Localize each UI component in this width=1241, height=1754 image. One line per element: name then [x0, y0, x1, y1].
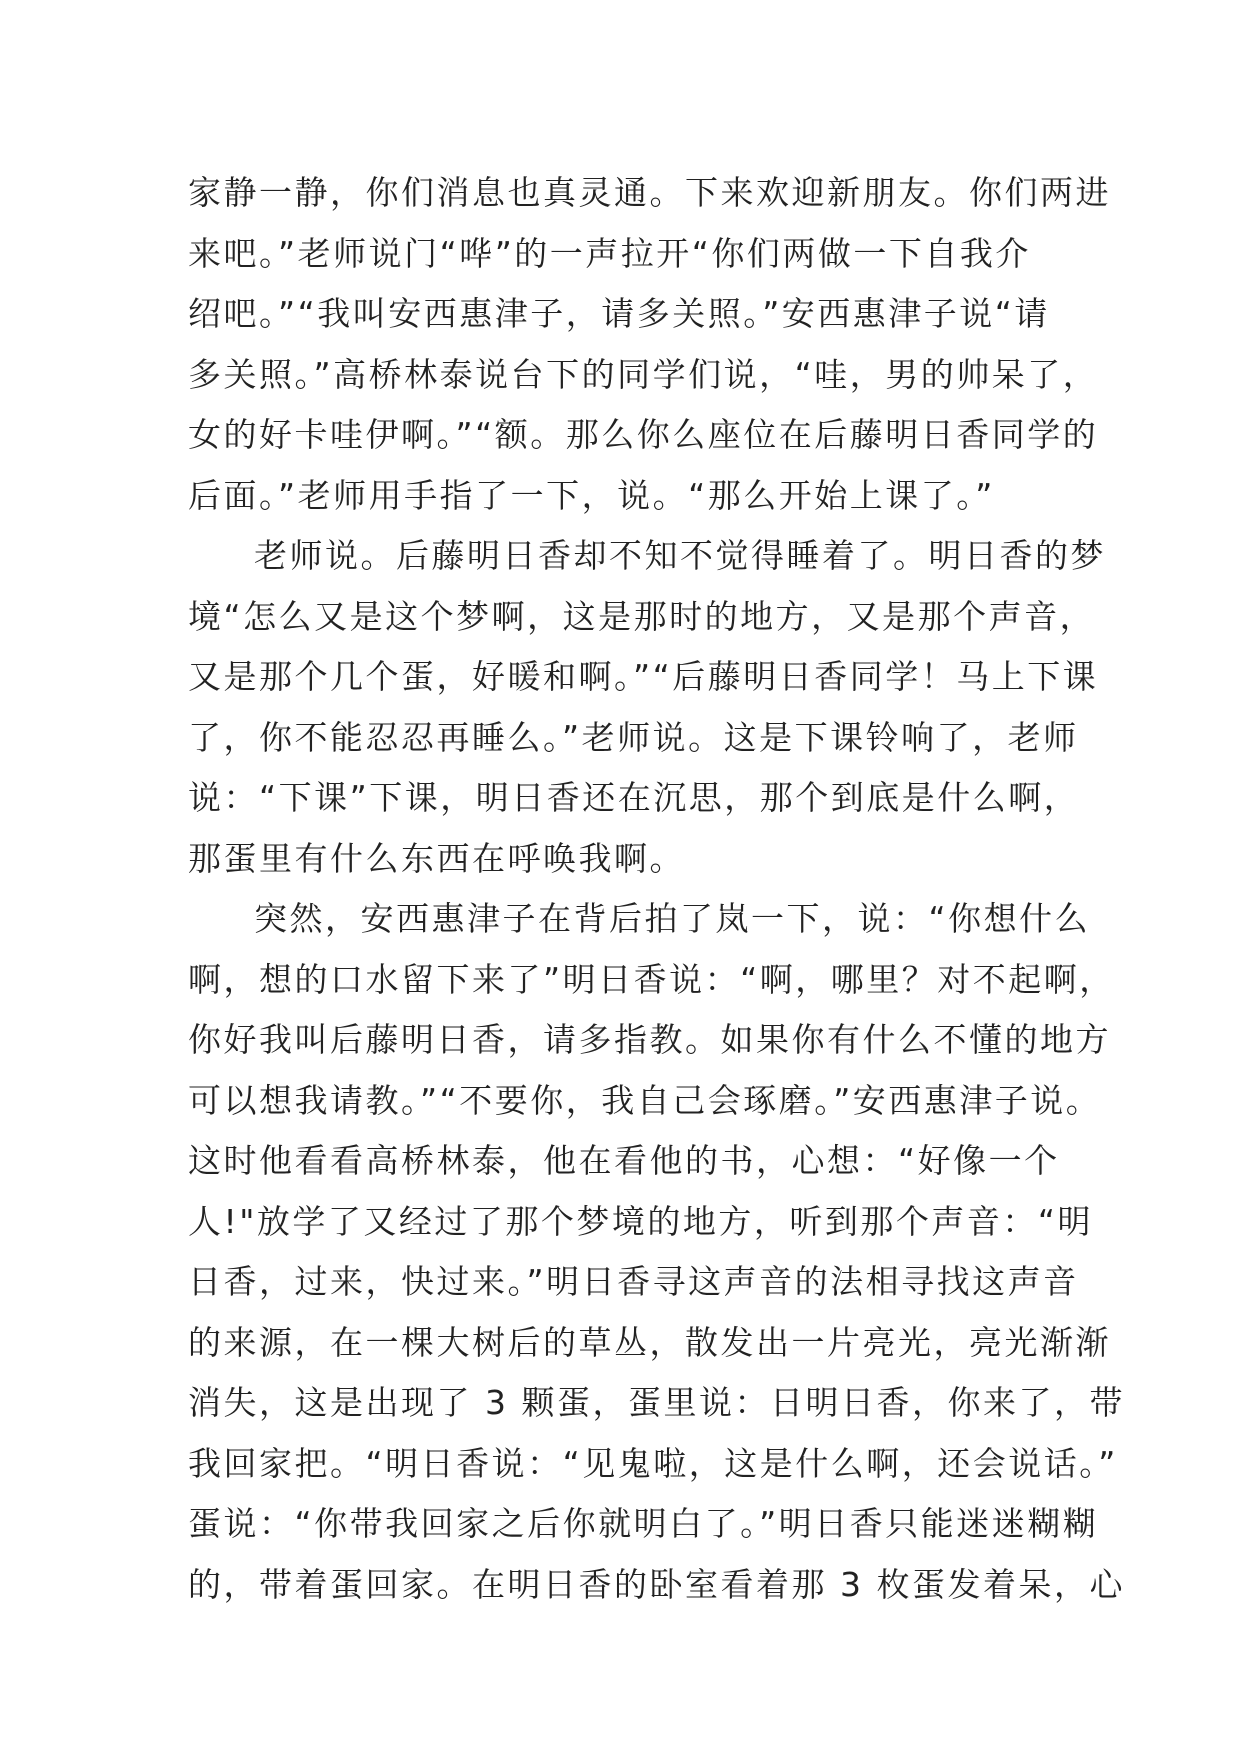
- paragraph-first-line: 老师说。后藤明日香却不知不觉得睡着了。明日香的梦: [254, 536, 1106, 575]
- text-line: 啊，想的口水留下来了”明日香说：“啊，哪里？对不起啊，: [188, 959, 1115, 999]
- text-line: 女的好卡哇伊啊。”“额。那么你么座位在后藤明日香同学的: [188, 415, 1099, 454]
- paragraph-first-line: 突然，安西惠津子在背后拍了岚一下，说：“你想什么: [254, 899, 1091, 938]
- text-line: 了，你不能忍忍再睡么。”老师说。这是下课铃响了，老师: [188, 717, 1079, 757]
- text-line: 人!"放学了又经过了那个梦境的地方，听到那个声音：“明: [188, 1201, 1094, 1241]
- text-line: 这时他看看高桥林泰，他在看他的书，心想：“好像一个: [188, 1141, 1060, 1180]
- text-line: 那蛋里有什么东西在呼唤我啊。: [188, 838, 685, 878]
- text-line: 的来源，在一棵大树后的草丛，散发出一片亮光，亮光渐渐: [188, 1322, 1111, 1362]
- text-line: 的，带着蛋回家。在明日香的卧室看着那 3 枚蛋发着呆，心: [188, 1564, 1125, 1604]
- text-line: 蛋说：“你带我回家之后你就明白了。”明日香只能迷迷糊糊: [188, 1504, 1099, 1543]
- text-line: 说：“下课”下课，明日香还在沉思，那个到底是什么啊，: [188, 778, 1080, 817]
- text-line: 我回家把。“明日香说：“见鬼啦，这是什么啊，还会说话。”: [188, 1443, 1118, 1483]
- text-line: 又是那个几个蛋，好暖和啊。”“后藤明日香同学！马上下课: [188, 657, 1099, 696]
- text-line: 后面。”老师用手指了一下，说。“那么开始上课了。”: [188, 475, 995, 515]
- text-line: 来吧。”老师说门“哗”的一声拉开“你们两做一下自我介: [188, 233, 1031, 273]
- text-line: 消失，这是出现了 3 颗蛋，蛋里说：日明日香，你来了，带: [188, 1383, 1125, 1422]
- text-line: 绍吧。”“我叫安西惠津子，请多关照。”安西惠津子说“请: [188, 294, 1050, 333]
- text-line: 日香，过来，快过来。”明日香寻这声音的法相寻找这声音: [188, 1262, 1079, 1301]
- text-line: 你好我叫后藤明日香，请多指教。如果你有什么不懂的地方: [188, 1020, 1111, 1059]
- text-line: 家静一静，你们消息也真灵通。下来欢迎新朋友。你们两进: [188, 173, 1111, 212]
- text-line: 多关照。”高桥林泰说台下的同学们说，“哇，男的帅呆了，: [188, 354, 1099, 394]
- text-line: 境“怎么又是这个梦啊，这是那时的地方，又是那个声音，: [188, 596, 1096, 636]
- body-text: [188, 163, 1125, 1615]
- text-line: 可以想我请教。”“不要你，我自己会琢磨。”安西惠津子说。: [188, 1080, 1102, 1120]
